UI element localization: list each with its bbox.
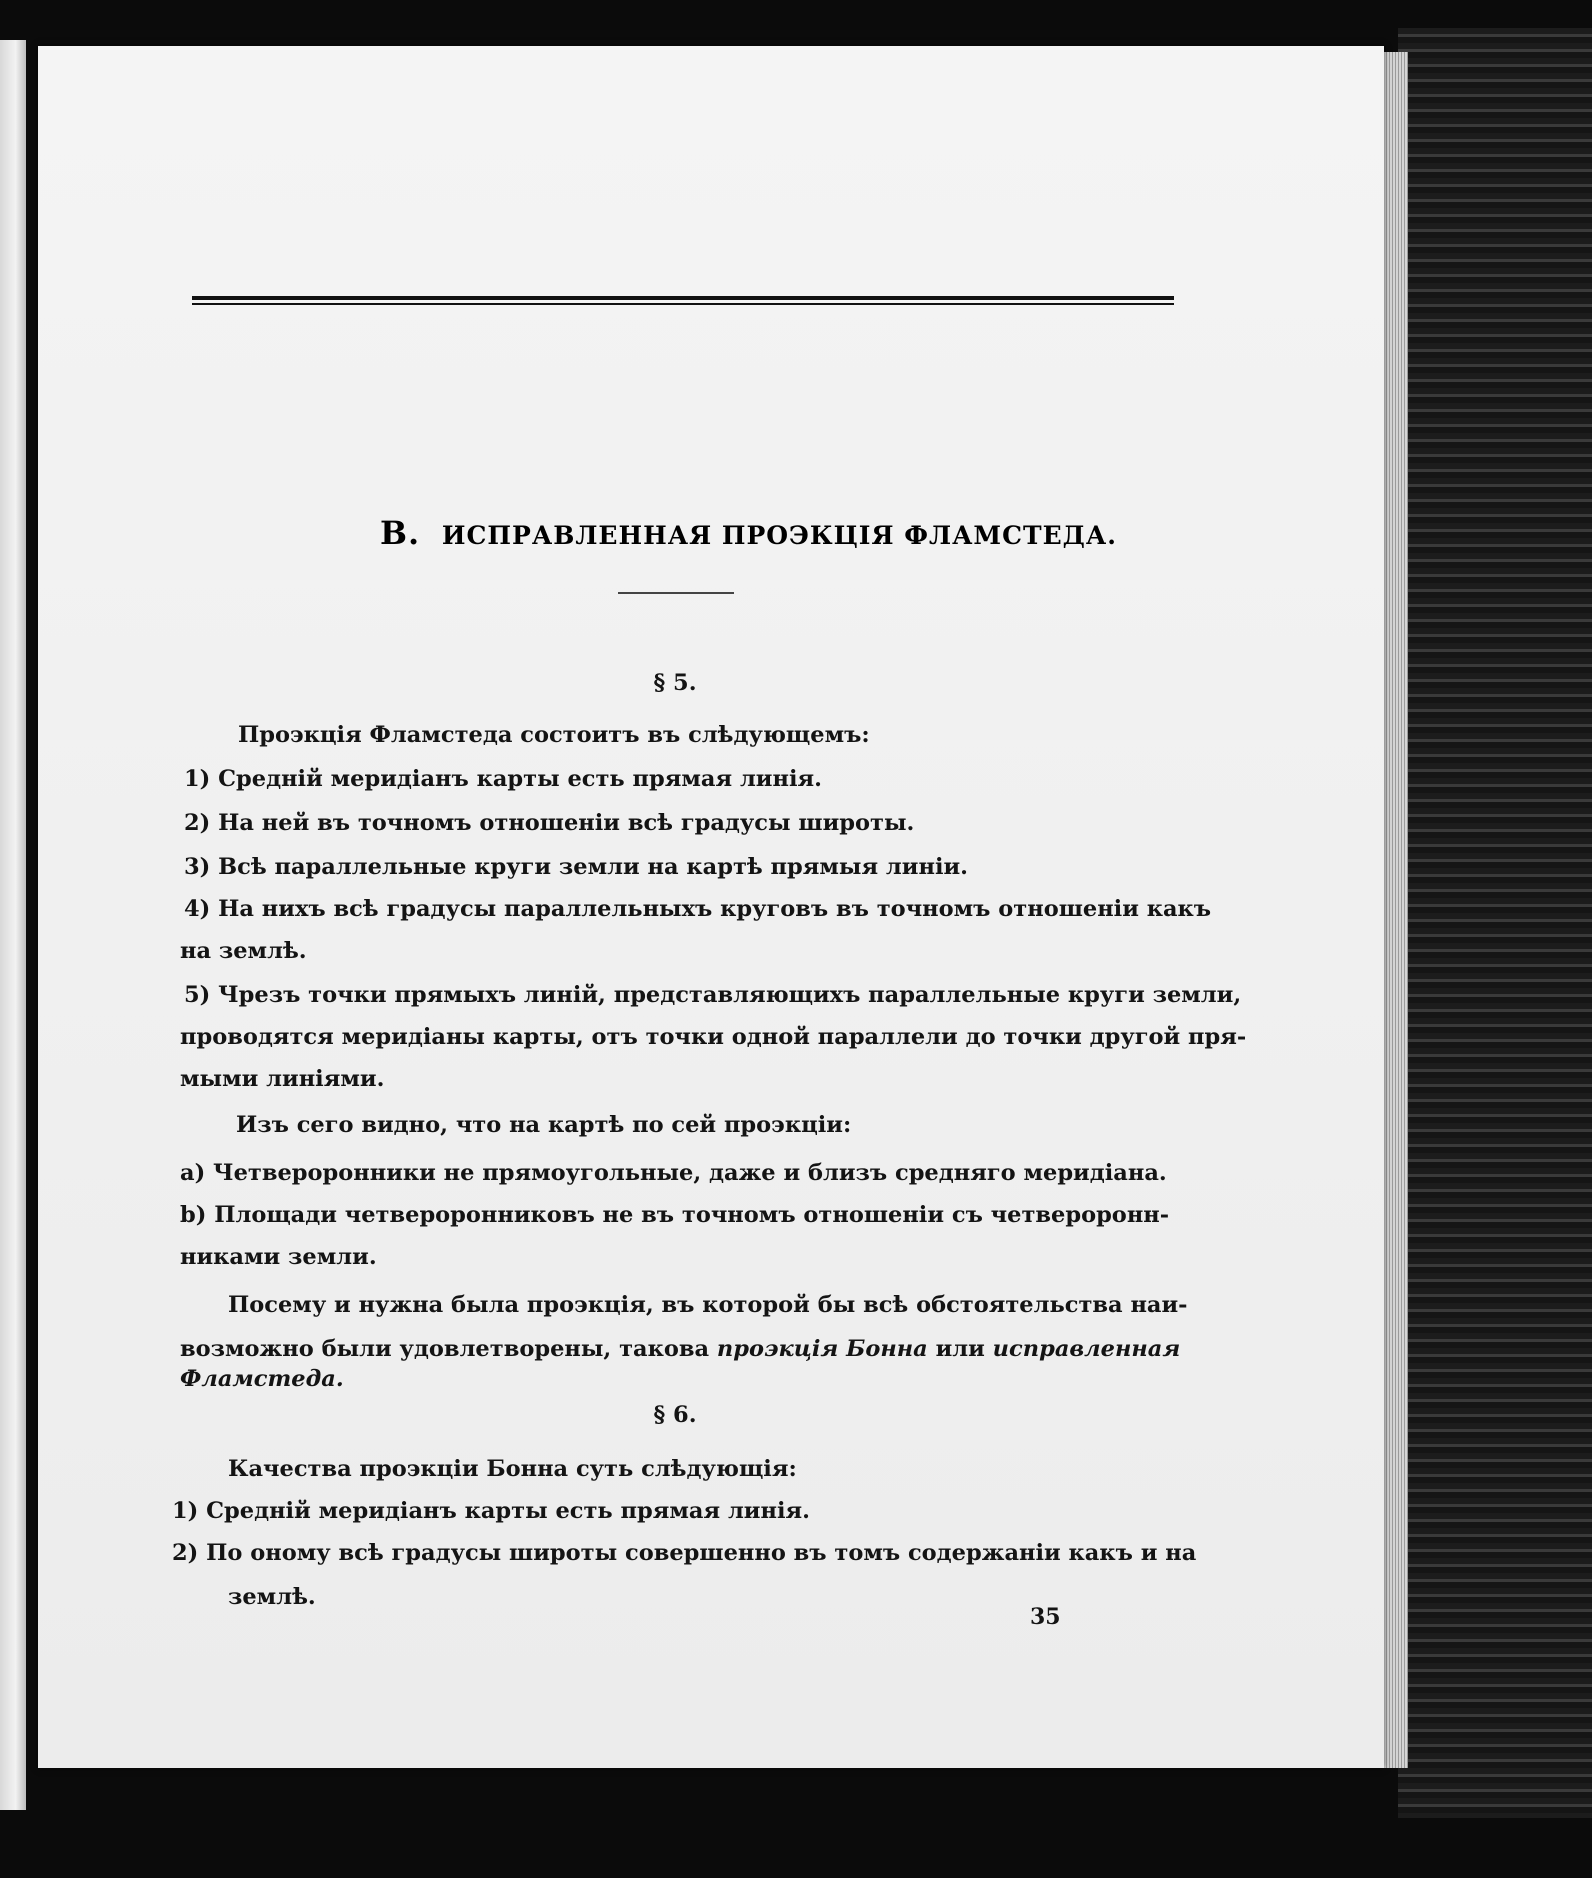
bleed-through-text (188, 298, 1208, 478)
conclusion-text: Изъ сего видно, что на картѣ по сей проэкцiи: (236, 1112, 852, 1138)
list-item: 1) Среднiй меридiанъ карты есть прямая линія. (184, 766, 822, 792)
section-heading (380, 514, 1117, 552)
paragraph-line (180, 1336, 1180, 1362)
italic-text: исправленная (992, 1336, 1181, 1362)
header-rule-thin (192, 303, 1174, 305)
list-item-continuation: мыми линiями. (180, 1066, 385, 1092)
list-item: 3) Всѣ параллельные круги земли на картѣ прямыя линіи. (184, 854, 969, 880)
list-item-continuation: землѣ. (228, 1584, 316, 1610)
italic-text: проэкція Бонна (716, 1336, 928, 1362)
list-item: 5) Чрезъ точки прямыхъ линiй, представляющихъ параллельные круги земли, (184, 982, 1242, 1008)
section-letter: B. (380, 514, 421, 552)
section-6-mark: § 6. (653, 1402, 697, 1428)
page-number: 35 (1030, 1604, 1061, 1630)
list-item: 1) Среднiй меридiанъ карты есть прямая линія. (172, 1498, 810, 1524)
list-item: 2) На ней въ точномъ отношенiи всѣ градусы широты. (184, 810, 915, 836)
paragraph-line: Посему и нужна была проэкція, въ которой бы всѣ обстоятельства наи- (228, 1292, 1188, 1318)
list-item-continuation: никами земли. (180, 1244, 377, 1270)
section-title: ИСПРАВЛЕННАЯ ПРОЭКЦІЯ ФЛАМСТЕДА. (441, 521, 1117, 550)
left-page-edge (0, 40, 26, 1810)
list-item: 2) По оному всѣ градусы широты совершенно въ томъ содержанiи какъ и на (172, 1540, 1197, 1566)
list-item: b) Площади четвероронниковъ не въ точномъ отношенiи съ четвероронн- (180, 1202, 1170, 1228)
section-5-intro: Проэкція Фламстеда состоитъ въ слѣдующемъ: (238, 722, 870, 748)
italic-text: Фламстеда. (180, 1366, 344, 1392)
section-5-mark: § 5. (653, 670, 697, 696)
list-item-continuation: на землѣ. (180, 938, 307, 964)
book-cover-edge (1398, 28, 1592, 1818)
header-rule (192, 296, 1174, 300)
list-item-continuation: проводятся меридiаны карты, отъ точки одной параллели до точки другой пря- (180, 1024, 1247, 1050)
list-item: 4) На нихъ всѣ градусы параллельныхъ круговъ въ точномъ отношенiи какъ (184, 896, 1212, 922)
list-item: a) Четвероронники не прямоугольные, даже и близъ средняго меридiана. (180, 1160, 1167, 1186)
text-run: возможно были удовлетворены, такова (180, 1336, 710, 1362)
text-run: или (935, 1336, 985, 1362)
section-6-intro: Качества проэкцiи Бонна суть слѣдующiя: (228, 1456, 797, 1482)
heading-rule (618, 592, 734, 594)
